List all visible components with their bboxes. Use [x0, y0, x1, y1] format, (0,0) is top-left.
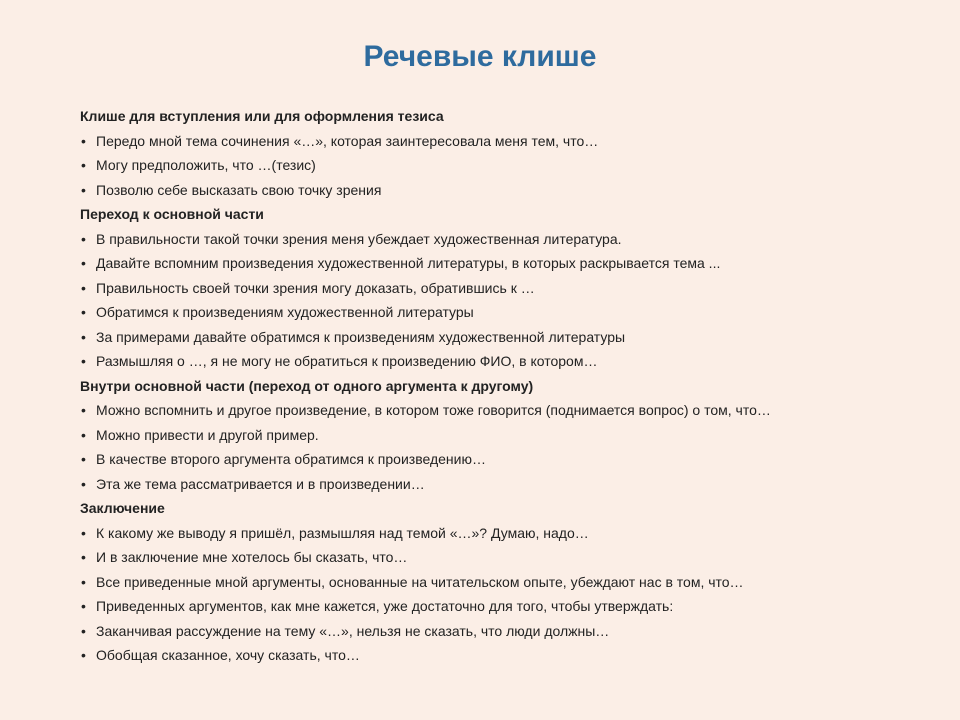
- phrase-text: Заканчивая рассуждение на тему «…», нельзя не сказать, что люди должны…: [96, 622, 610, 639]
- phrase-item: [80, 619, 910, 644]
- phrase-text: Можно привести и другой пример.: [96, 426, 319, 443]
- phrase-text: Эта же тема рассматривается и в произведении…: [96, 475, 425, 492]
- section: [80, 202, 910, 374]
- phrase-item: [80, 178, 910, 203]
- phrase-text: Приведенных аргументов, как мне кажется, уже достаточно для того, чтобы утверждать:: [96, 598, 674, 614]
- phrase-item: [80, 349, 910, 374]
- phrase-text: Передо мной тема сочинения «…», которая заинтересовала меня тем, что…: [96, 132, 599, 149]
- bullet-icon: •: [81, 402, 86, 418]
- bullet-icon: •: [81, 573, 86, 590]
- phrase-item: [80, 594, 910, 619]
- bullet-icon: •: [81, 353, 86, 369]
- phrase-list: [80, 129, 910, 203]
- bullet-icon: •: [81, 647, 86, 663]
- phrase-item: [80, 423, 910, 448]
- phrase-list: [80, 398, 910, 496]
- phrase-text: Давайте вспомним произведения художественной литературы, в которых раскрывается тема ...: [96, 255, 721, 271]
- phrase-item: [80, 447, 910, 472]
- phrase-text: Правильность своей точки зрения могу доказать, обратившись к …: [96, 279, 535, 296]
- section-heading: Заключение: [80, 500, 165, 516]
- bullet-icon: •: [81, 451, 86, 467]
- phrase-text: За примерами давайте обратимся к произведениям художественной литературы: [96, 328, 626, 345]
- phrase-item: [80, 521, 910, 546]
- phrase-text: Позволю себе высказать свою точку зрения: [96, 181, 382, 198]
- phrase-text: Все приведенные мной аргументы, основанные на читательском опыте, убеждают нас в том, что…: [96, 573, 744, 590]
- phrase-item: [80, 398, 910, 423]
- phrase-item: [80, 472, 910, 497]
- page-title: Речевые клише: [363, 40, 597, 73]
- bullet-icon: •: [81, 255, 86, 271]
- section-heading: Внутри основной части (переход от одного аргумента к другому): [80, 377, 534, 394]
- phrase-text: В правильности такой точки зрения меня убеждает художественная литература.: [96, 230, 622, 247]
- phrase-item: [80, 325, 910, 350]
- bullet-icon: •: [81, 230, 86, 247]
- bullet-icon: •: [81, 132, 86, 149]
- phrase-list: [80, 227, 910, 374]
- phrase-text: Можно вспомнить и другое произведение, в котором тоже говорится (поднимается вопрос) о том, что…: [96, 402, 771, 418]
- phrase-text: Размышляя о …, я не могу не обратиться к произведению ФИО, в котором…: [96, 353, 598, 369]
- phrase-item: [80, 300, 910, 325]
- section-heading: Переход к основной части: [80, 206, 264, 222]
- bullet-icon: •: [81, 181, 86, 198]
- phrase-text: Могу предположить, что …(тезис): [96, 157, 316, 173]
- section: [80, 104, 910, 202]
- phrase-list: [80, 521, 910, 668]
- bullet-icon: •: [81, 622, 86, 639]
- phrase-item: [80, 251, 910, 276]
- bullet-icon: •: [81, 157, 86, 173]
- phrase-item: [80, 276, 910, 301]
- section-heading: Клише для вступления или для оформления тезиса: [80, 108, 444, 124]
- bullet-icon: •: [81, 426, 86, 443]
- section: [80, 374, 910, 497]
- bullet-icon: •: [81, 304, 86, 320]
- phrase-item: [80, 227, 910, 252]
- phrase-text: В качестве второго аргумента обратимся к произведению…: [96, 451, 486, 467]
- bullet-icon: •: [81, 549, 86, 565]
- phrase-text: Обратимся к произведениям художественной литературы: [96, 304, 474, 320]
- phrase-text: И в заключение мне хотелось бы сказать, что…: [96, 549, 408, 565]
- phrase-text: К какому же выводу я пришёл, размышляя над темой «…»? Думаю, надо…: [96, 524, 589, 541]
- phrase-item: [80, 643, 910, 668]
- bullet-icon: •: [81, 524, 86, 541]
- bullet-icon: •: [81, 328, 86, 345]
- phrase-text: Обобщая сказанное, хочу сказать, что…: [96, 647, 360, 663]
- phrase-item: [80, 570, 910, 595]
- phrase-item: [80, 545, 910, 570]
- phrase-item: [80, 129, 910, 154]
- bullet-icon: •: [81, 598, 86, 614]
- section: [80, 496, 910, 668]
- bullet-icon: •: [81, 279, 86, 296]
- phrase-item: [80, 153, 910, 178]
- bullet-icon: •: [81, 475, 86, 492]
- cliche-list: [80, 104, 910, 668]
